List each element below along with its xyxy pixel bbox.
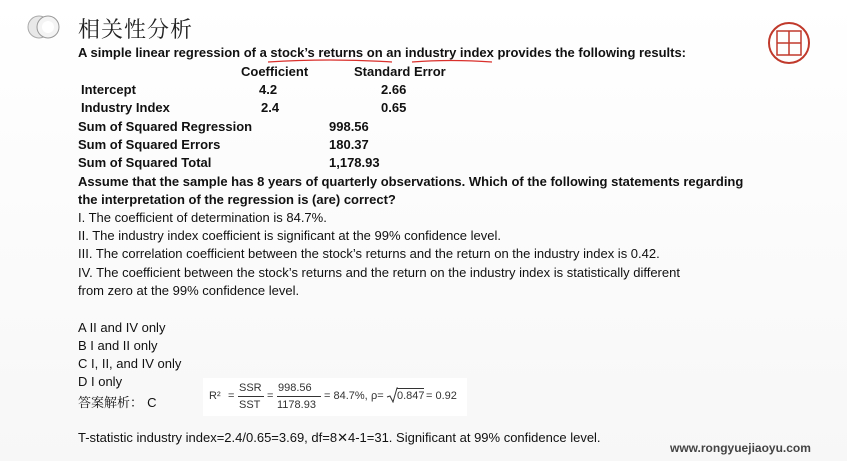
option-c: C I, II, and IV only [78, 356, 182, 371]
statement-3: III. The correlation coefficient between the stock’s returns and the return on the industry index is 0.42. [78, 246, 660, 261]
option-a: A II and IV only [78, 320, 166, 335]
sse-value: 180.37 [329, 137, 369, 152]
option-b: B I and II only [78, 338, 158, 353]
formula-denominator: 1178.93 [277, 399, 316, 411]
header-coefficient: Coefficient [241, 64, 309, 79]
formula-rho: ρ= [371, 390, 384, 402]
formula-root-value: 0.847 [397, 390, 425, 402]
slide-title: 相关性分析 [78, 18, 194, 43]
answer-label: 答案解析： [78, 396, 144, 411]
website-url: www.rongyuejiaoyu.com [670, 441, 811, 455]
t-statistic-explanation: T-statistic industry index=2.4/0.65=3.69, df=8✕4-1=31. Significant at 99% confidence level. [78, 430, 601, 445]
option-d: D I only [78, 374, 123, 389]
formula-rho-result: = 0.92 [426, 390, 457, 402]
industry-index-standard-error: 0.65 [381, 100, 407, 115]
formula-r2: R² [209, 390, 221, 402]
sst-value: 1,178.93 [329, 155, 380, 170]
ssr-label: Sum of Squared Regression [78, 119, 253, 134]
statement-4: IV. The coefficient between the stock’s returns and the return on the industry index is statistically different [78, 265, 680, 280]
formula-result: = 84.7%, [324, 390, 368, 402]
formula-sst: SST [239, 399, 261, 411]
sse-label: Sum of Squared Errors [78, 137, 221, 152]
formula-equals: = [228, 390, 235, 402]
formula-ssr: SSR [239, 382, 262, 394]
row-label-intercept: Intercept [81, 82, 136, 97]
statement-1: I. The coefficient of determination is 84.7%. [78, 210, 327, 225]
assumption-line-1: Assume that the sample has 8 years of quarterly observations. Which of the following statements regarding [78, 174, 744, 189]
intercept-standard-error: 2.66 [381, 82, 407, 97]
ssr-value: 998.56 [329, 119, 369, 134]
row-label-industry-index: Industry Index [81, 100, 170, 115]
answer-line [78, 392, 157, 411]
answer-value: C [147, 395, 157, 410]
fraction-bar-2 [277, 396, 321, 397]
statement-4-cont: from zero at the 99% confidence level. [78, 283, 300, 298]
assumption-line-2: the interpretation of the regression is (are) correct? [78, 192, 396, 207]
formula-numerator: 998.56 [278, 382, 312, 394]
formula-equals-2: = [267, 390, 274, 402]
root-bar [397, 388, 424, 389]
question-text: A simple linear regression of a stock’s returns on an industry index provides the following results: [78, 45, 687, 60]
statement-2: II. The industry index coefficient is significant at the 99% confidence level. [78, 228, 501, 243]
formula-image [203, 378, 467, 416]
sst-label: Sum of Squared Total [78, 155, 212, 170]
header-standard-error: Standard Error [354, 64, 446, 79]
fraction-bar [238, 396, 264, 397]
industry-index-coefficient: 2.4 [261, 100, 280, 115]
intercept-coefficient: 4.2 [259, 82, 278, 97]
